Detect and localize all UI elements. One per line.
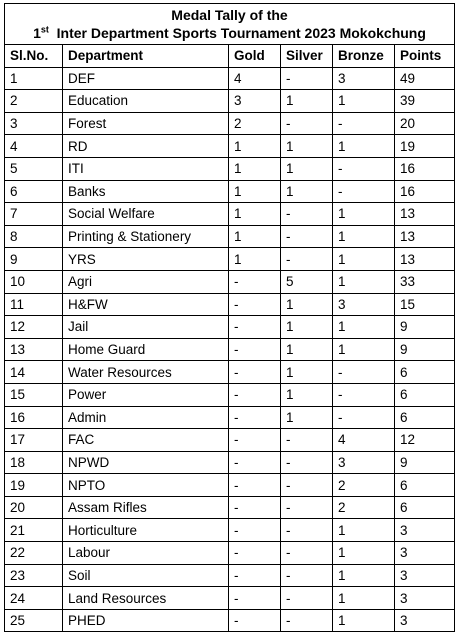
- cell-sl-no: 13: [5, 338, 63, 361]
- cell-bronze: 1: [333, 203, 395, 226]
- cell-gold: -: [229, 361, 281, 384]
- cell-gold: 1: [229, 157, 281, 180]
- tally-body: [5, 67, 455, 632]
- cell-gold: -: [229, 293, 281, 316]
- cell-gold: 1: [229, 225, 281, 248]
- cell-silver: 1: [281, 316, 333, 339]
- medal-tally-table: [4, 3, 455, 632]
- header-gold: Gold: [229, 45, 281, 68]
- title-line-2-text: Inter Department Sports Tournament 2023 Mokokchung: [48, 25, 426, 41]
- cell-bronze: 1: [333, 338, 395, 361]
- cell-points: 9: [395, 316, 455, 339]
- cell-silver: -: [281, 67, 333, 90]
- cell-sl-no: 19: [5, 474, 63, 497]
- cell-sl-no: 24: [5, 587, 63, 610]
- cell-silver: -: [281, 203, 333, 226]
- cell-bronze: 1: [333, 587, 395, 610]
- title-row: [5, 4, 455, 45]
- cell-gold: 1: [229, 203, 281, 226]
- cell-department: Admin: [63, 406, 229, 429]
- cell-bronze: -: [333, 112, 395, 135]
- cell-sl-no: 10: [5, 270, 63, 293]
- cell-bronze: -: [333, 406, 395, 429]
- cell-points: 33: [395, 270, 455, 293]
- cell-points: 13: [395, 203, 455, 226]
- cell-sl-no: 11: [5, 293, 63, 316]
- cell-points: 13: [395, 225, 455, 248]
- cell-sl-no: 22: [5, 542, 63, 565]
- cell-gold: -: [229, 338, 281, 361]
- header-bronze: Bronze: [333, 45, 395, 68]
- cell-sl-no: 16: [5, 406, 63, 429]
- cell-points: 16: [395, 180, 455, 203]
- cell-silver: -: [281, 474, 333, 497]
- cell-gold: 2: [229, 112, 281, 135]
- title-ordinal-number: 1: [33, 25, 41, 41]
- cell-points: 15: [395, 293, 455, 316]
- cell-silver: -: [281, 564, 333, 587]
- cell-gold: -: [229, 564, 281, 587]
- cell-bronze: -: [333, 157, 395, 180]
- cell-silver: -: [281, 542, 333, 565]
- cell-department: Water Resources: [63, 361, 229, 384]
- table-title: [5, 4, 455, 45]
- table-row: [5, 451, 455, 474]
- cell-department: RD: [63, 135, 229, 158]
- table-row: [5, 338, 455, 361]
- cell-gold: -: [229, 542, 281, 565]
- cell-sl-no: 15: [5, 383, 63, 406]
- cell-gold: -: [229, 519, 281, 542]
- cell-department: Soil: [63, 564, 229, 587]
- cell-silver: -: [281, 587, 333, 610]
- cell-bronze: -: [333, 361, 395, 384]
- cell-points: 3: [395, 519, 455, 542]
- medal-tally-sheet: [4, 3, 454, 632]
- cell-sl-no: 8: [5, 225, 63, 248]
- cell-bronze: 1: [333, 135, 395, 158]
- cell-points: 6: [395, 496, 455, 519]
- cell-silver: 1: [281, 157, 333, 180]
- table-row: [5, 564, 455, 587]
- cell-silver: 1: [281, 406, 333, 429]
- table-row: [5, 496, 455, 519]
- cell-department: Labour: [63, 542, 229, 565]
- table-row: [5, 383, 455, 406]
- cell-points: 3: [395, 609, 455, 632]
- cell-bronze: 3: [333, 451, 395, 474]
- cell-bronze: 3: [333, 67, 395, 90]
- header-department: Department: [63, 45, 229, 68]
- table-row: [5, 429, 455, 452]
- cell-points: 6: [395, 361, 455, 384]
- cell-gold: -: [229, 474, 281, 497]
- cell-bronze: 1: [333, 519, 395, 542]
- table-row: [5, 361, 455, 384]
- cell-bronze: 1: [333, 609, 395, 632]
- cell-silver: -: [281, 429, 333, 452]
- title-line-2: [5, 24, 454, 42]
- cell-gold: -: [229, 609, 281, 632]
- cell-sl-no: 12: [5, 316, 63, 339]
- cell-department: Agri: [63, 270, 229, 293]
- cell-points: 6: [395, 406, 455, 429]
- cell-silver: -: [281, 609, 333, 632]
- cell-silver: 5: [281, 270, 333, 293]
- table-row: [5, 609, 455, 632]
- cell-sl-no: 18: [5, 451, 63, 474]
- table-row: [5, 248, 455, 271]
- cell-silver: -: [281, 496, 333, 519]
- cell-gold: -: [229, 451, 281, 474]
- cell-sl-no: 21: [5, 519, 63, 542]
- cell-sl-no: 17: [5, 429, 63, 452]
- cell-department: NPTO: [63, 474, 229, 497]
- cell-gold: -: [229, 429, 281, 452]
- cell-sl-no: 4: [5, 135, 63, 158]
- cell-department: Jail: [63, 316, 229, 339]
- header-sl-no: Sl.No.: [5, 45, 63, 68]
- cell-points: 9: [395, 338, 455, 361]
- cell-department: ITI: [63, 157, 229, 180]
- cell-department: Printing & Stationery: [63, 225, 229, 248]
- cell-gold: -: [229, 270, 281, 293]
- table-row: [5, 225, 455, 248]
- cell-department: Education: [63, 90, 229, 113]
- cell-points: 19: [395, 135, 455, 158]
- cell-points: 39: [395, 90, 455, 113]
- cell-silver: -: [281, 112, 333, 135]
- table-row: [5, 587, 455, 610]
- table-row: [5, 519, 455, 542]
- cell-points: 13: [395, 248, 455, 271]
- cell-gold: -: [229, 316, 281, 339]
- cell-gold: 1: [229, 248, 281, 271]
- cell-points: 9: [395, 451, 455, 474]
- cell-department: Social Welfare: [63, 203, 229, 226]
- cell-silver: 1: [281, 293, 333, 316]
- title-ordinal-suffix: st: [40, 24, 49, 35]
- cell-silver: 1: [281, 338, 333, 361]
- table-row: [5, 406, 455, 429]
- cell-department: PHED: [63, 609, 229, 632]
- cell-department: Assam Rifles: [63, 496, 229, 519]
- cell-department: H&FW: [63, 293, 229, 316]
- cell-points: 49: [395, 67, 455, 90]
- table-row: [5, 203, 455, 226]
- cell-department: FAC: [63, 429, 229, 452]
- cell-department: NPWD: [63, 451, 229, 474]
- cell-points: 6: [395, 383, 455, 406]
- cell-silver: 1: [281, 135, 333, 158]
- table-row: [5, 474, 455, 497]
- cell-gold: 1: [229, 135, 281, 158]
- cell-bronze: 1: [333, 90, 395, 113]
- cell-gold: -: [229, 383, 281, 406]
- cell-bronze: 1: [333, 225, 395, 248]
- cell-department: Forest: [63, 112, 229, 135]
- cell-silver: -: [281, 519, 333, 542]
- table-row: [5, 542, 455, 565]
- cell-department: DEF: [63, 67, 229, 90]
- cell-gold: -: [229, 587, 281, 610]
- cell-sl-no: 5: [5, 157, 63, 180]
- cell-points: 16: [395, 157, 455, 180]
- cell-department: Banks: [63, 180, 229, 203]
- cell-points: 3: [395, 587, 455, 610]
- cell-sl-no: 25: [5, 609, 63, 632]
- cell-sl-no: 14: [5, 361, 63, 384]
- cell-sl-no: 2: [5, 90, 63, 113]
- cell-gold: -: [229, 496, 281, 519]
- cell-bronze: 4: [333, 429, 395, 452]
- cell-gold: 1: [229, 180, 281, 203]
- cell-gold: 4: [229, 67, 281, 90]
- cell-sl-no: 7: [5, 203, 63, 226]
- table-row: [5, 316, 455, 339]
- table-row: [5, 270, 455, 293]
- cell-points: 20: [395, 112, 455, 135]
- table-row: [5, 157, 455, 180]
- header-row: [5, 45, 455, 68]
- cell-bronze: 1: [333, 564, 395, 587]
- cell-points: 3: [395, 542, 455, 565]
- cell-bronze: -: [333, 180, 395, 203]
- cell-silver: -: [281, 451, 333, 474]
- cell-bronze: 2: [333, 496, 395, 519]
- cell-bronze: 1: [333, 542, 395, 565]
- cell-department: Home Guard: [63, 338, 229, 361]
- cell-sl-no: 9: [5, 248, 63, 271]
- header-silver: Silver: [281, 45, 333, 68]
- title-line-1: Medal Tally of the: [171, 7, 288, 23]
- table-row: [5, 180, 455, 203]
- cell-silver: -: [281, 248, 333, 271]
- cell-points: 12: [395, 429, 455, 452]
- cell-silver: -: [281, 225, 333, 248]
- table-row: [5, 67, 455, 90]
- cell-silver: 1: [281, 180, 333, 203]
- cell-points: 6: [395, 474, 455, 497]
- cell-bronze: 1: [333, 316, 395, 339]
- cell-silver: 1: [281, 383, 333, 406]
- cell-silver: 1: [281, 361, 333, 384]
- cell-bronze: 3: [333, 293, 395, 316]
- cell-gold: -: [229, 406, 281, 429]
- table-row: [5, 90, 455, 113]
- table-row: [5, 112, 455, 135]
- cell-sl-no: 20: [5, 496, 63, 519]
- cell-sl-no: 23: [5, 564, 63, 587]
- cell-department: Horticulture: [63, 519, 229, 542]
- cell-silver: 1: [281, 90, 333, 113]
- cell-sl-no: 6: [5, 180, 63, 203]
- cell-points: 3: [395, 564, 455, 587]
- header-points: Points: [395, 45, 455, 68]
- table-row: [5, 293, 455, 316]
- cell-gold: 3: [229, 90, 281, 113]
- cell-department: Power: [63, 383, 229, 406]
- cell-sl-no: 1: [5, 67, 63, 90]
- cell-department: Land Resources: [63, 587, 229, 610]
- cell-bronze: 2: [333, 474, 395, 497]
- table-row: [5, 135, 455, 158]
- cell-bronze: -: [333, 383, 395, 406]
- cell-bronze: 1: [333, 248, 395, 271]
- cell-bronze: 1: [333, 270, 395, 293]
- cell-sl-no: 3: [5, 112, 63, 135]
- cell-department: YRS: [63, 248, 229, 271]
